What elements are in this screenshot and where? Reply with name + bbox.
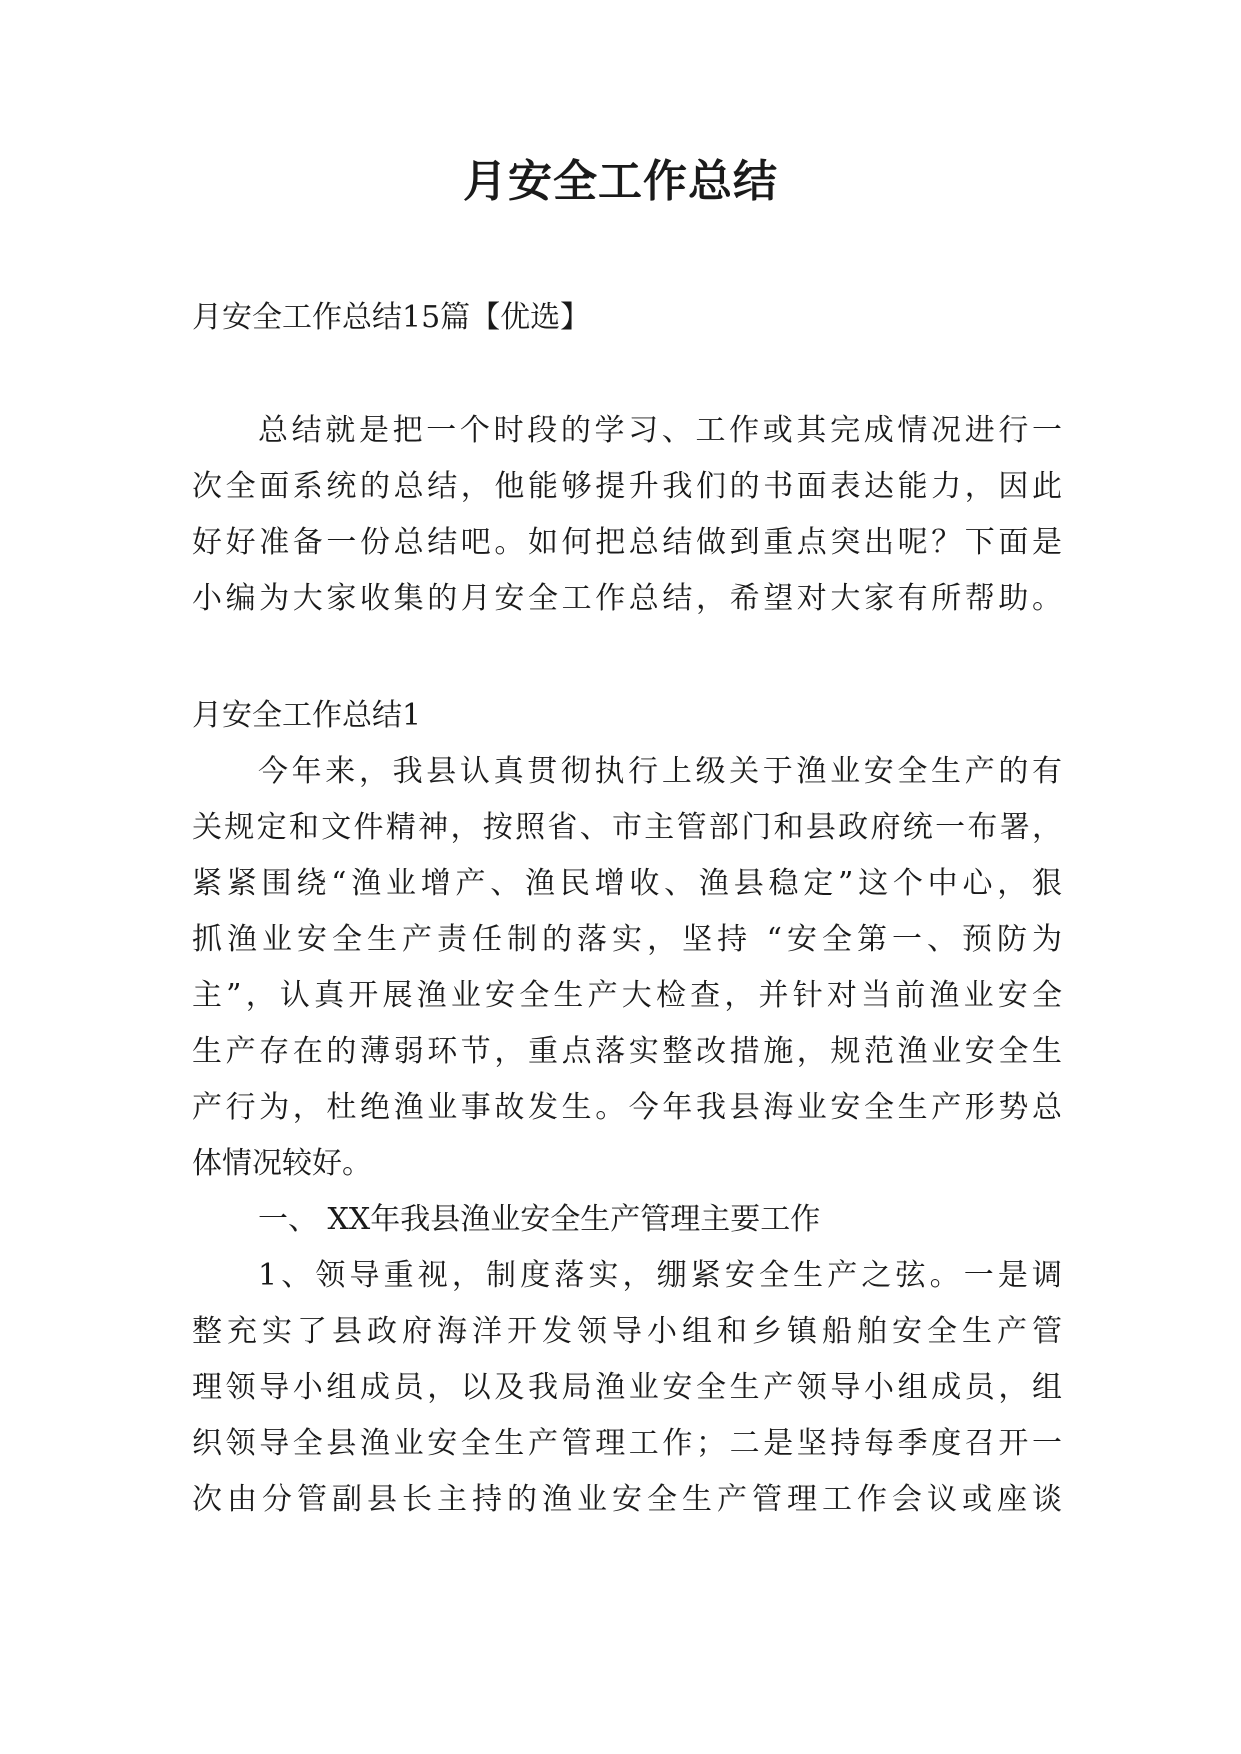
paragraph-line: 小编为大家收集的月安全工作总结，希望对大家有所帮助。 <box>192 581 1062 616</box>
paragraph-line: 生产存在的薄弱环节，重点落实整改措施，规范渔业安全生 <box>192 1034 1062 1069</box>
paragraph-line: 产行为，杜绝渔业事故发生。今年我县海业安全生产形势总 <box>192 1090 1062 1125</box>
paragraph-line: 理领导小组成员，以及我局渔业安全生产领导小组成员，组 <box>192 1370 1062 1405</box>
paragraph-line: 1、领导重视，制度落实，绷紧安全生产之弦。一是调 <box>258 1258 1062 1293</box>
paragraph-line: 主”，认真开展渔业安全生产大检查，并针对当前渔业安全 <box>192 978 1062 1013</box>
paragraph-line: 次全面系统的总结，他能够提升我们的书面表达能力，因此 <box>192 469 1062 504</box>
intro-paragraph <box>192 403 1062 627</box>
paragraph-line: 整充实了县政府海洋开发领导小组和乡镇船舶安全生产管 <box>192 1314 1062 1349</box>
paragraph-line: 体情况较好。 <box>192 1146 372 1181</box>
paragraph-line: 抓渔业安全生产责任制的落实，坚持 “安全第一、预防为 <box>192 922 1062 957</box>
paragraph-line: 今年来，我县认真贯彻执行上级关于渔业安全生产的有 <box>258 754 1062 789</box>
paragraph-line: 织领导全县渔业安全生产管理工作；二是坚持每季度召开一 <box>192 1426 1062 1461</box>
paragraph-line: 好好准备一份总结吧。如何把总结做到重点突出呢？下面是 <box>192 525 1062 560</box>
document-title: 月安全工作总结 <box>463 156 778 207</box>
document-subtitle: 月安全工作总结15篇【优选】 <box>192 300 591 335</box>
section-1 <box>192 688 1062 1528</box>
paragraph-line: 总结就是把一个时段的学习、工作或其完成情况进行一 <box>258 413 1062 448</box>
section-heading: 月安全工作总结1 <box>192 698 422 733</box>
paragraph-line: 次由分管副县长主持的渔业安全生产管理工作会议或座谈 <box>192 1482 1062 1517</box>
paragraph-line: 紧紧围绕“渔业增产、渔民增收、渔县稳定”这个中心，狠 <box>192 866 1062 901</box>
subheading: 一、 XX年我县渔业安全生产管理主要工作 <box>258 1202 821 1237</box>
paragraph-line: 关规定和文件精神，按照省、市主管部门和县政府统一布署， <box>192 810 1062 845</box>
